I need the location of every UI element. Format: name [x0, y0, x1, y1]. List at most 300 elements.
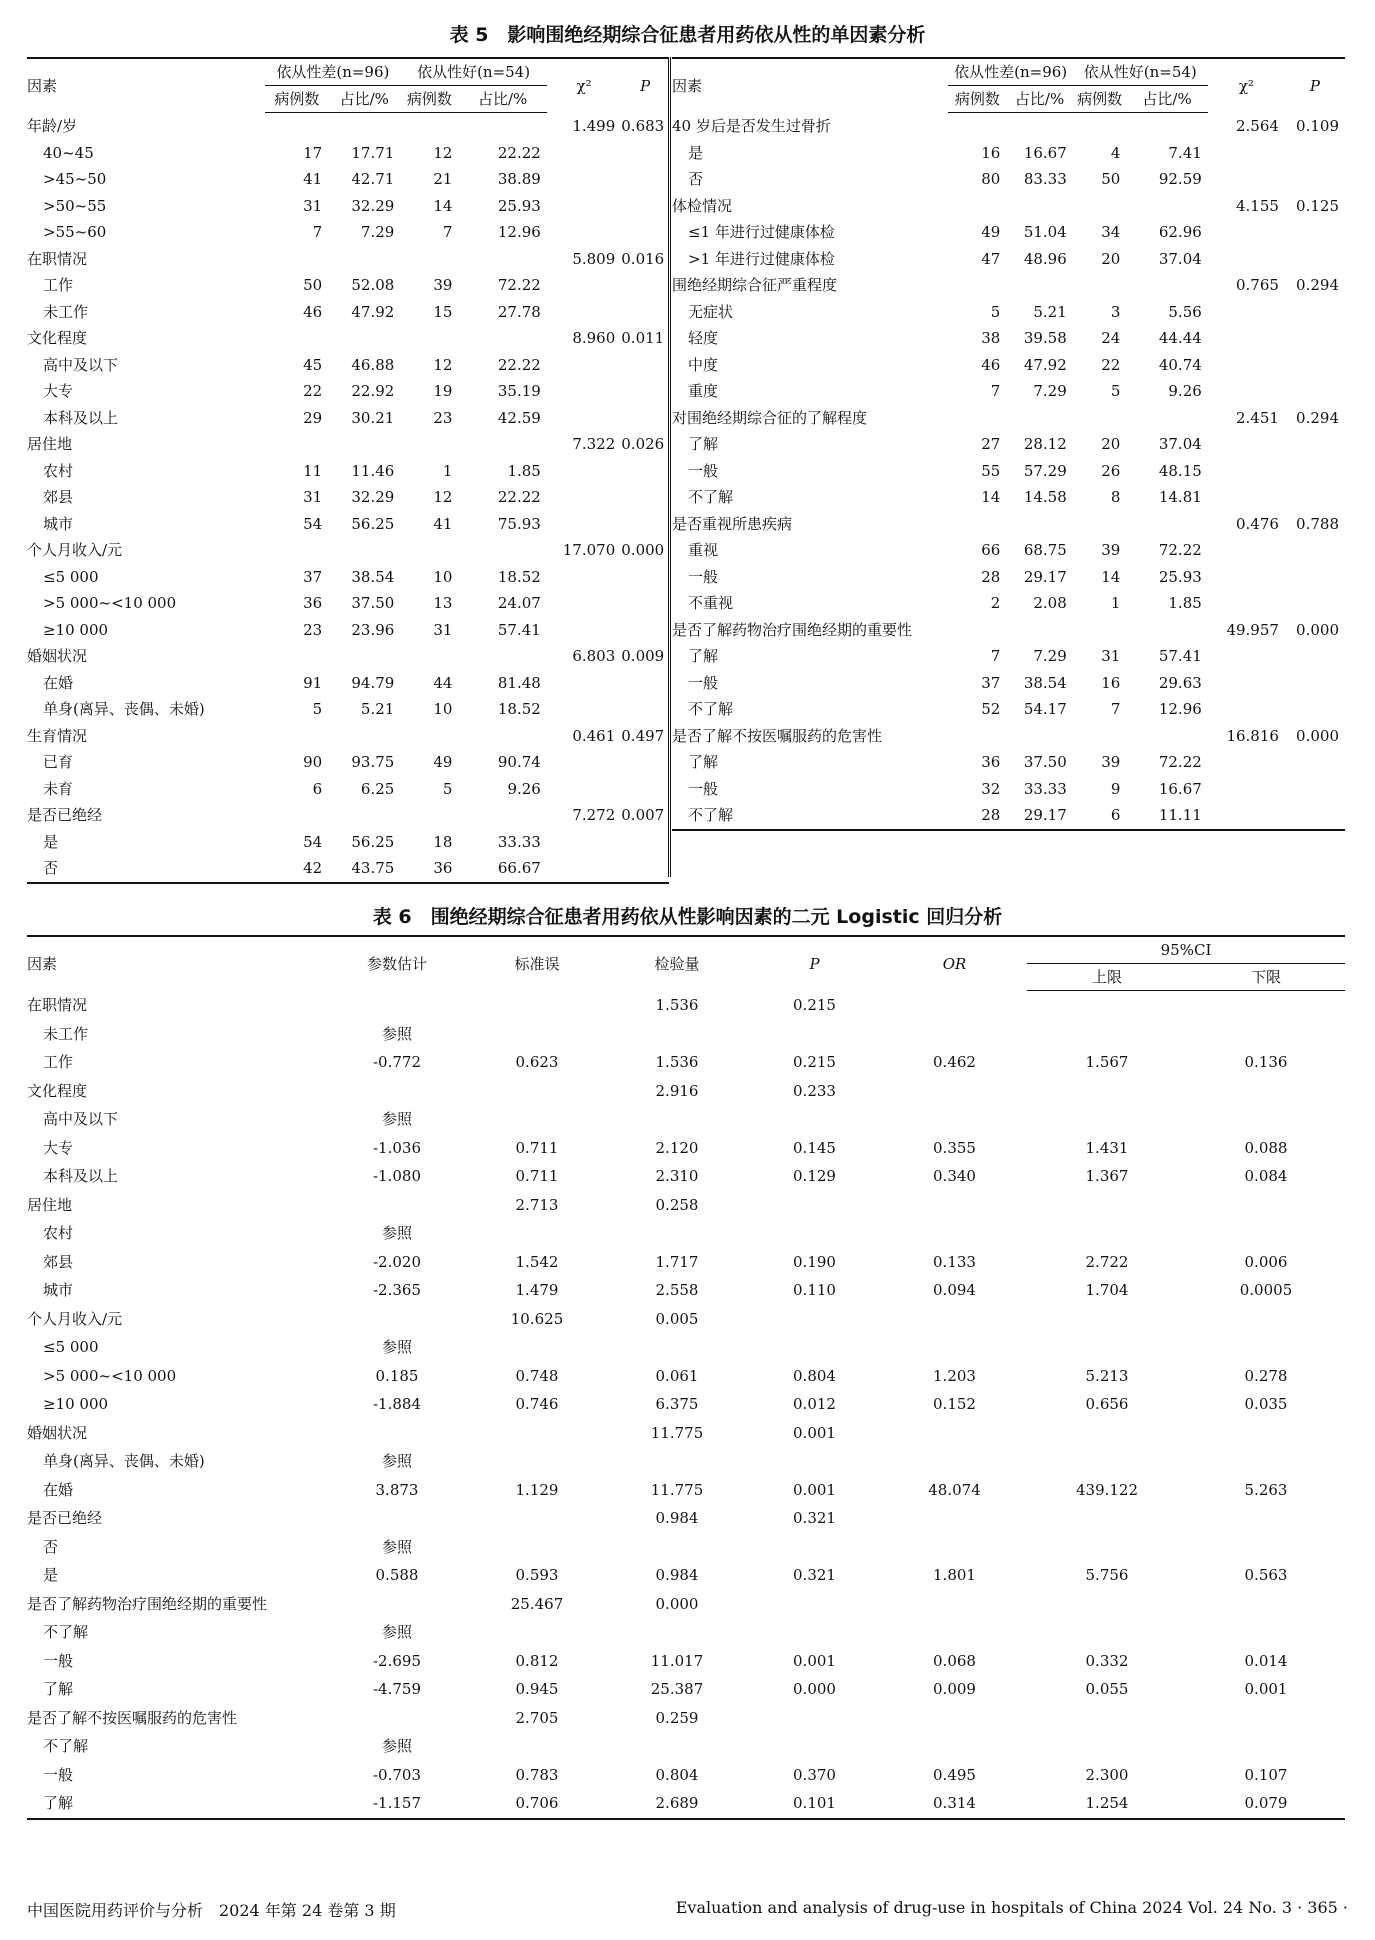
- t5r-good-cases-cell: 39: [1101, 541, 1121, 560]
- table5-divider: [668, 57, 671, 877]
- t5l-good-cases-cell: 1: [442, 461, 453, 480]
- table-row: [27, 643, 669, 670]
- t5r-good-ratio-cell: 40.74: [1158, 355, 1202, 374]
- t6-factor-cell: 是否了解不按医嘱服药的危害性: [27, 1708, 238, 1727]
- t6-se-cell: [467, 1618, 607, 1647]
- t6-lower-cell: [1187, 1732, 1345, 1761]
- t5r-head-p: P: [1309, 76, 1321, 95]
- t6-p-cell: 0.000: [793, 1680, 836, 1699]
- t5r-head-chi: χ²: [1238, 76, 1254, 95]
- t5r-good-ratio-cell: 5.56: [1168, 302, 1202, 321]
- t5l-poor-ratio-cell: [328, 802, 400, 829]
- t6-factor-cell: >5 000~<10 000: [43, 1366, 177, 1385]
- t5l-chi-cell: [547, 193, 621, 220]
- t5r-poor-ratio-cell: 57.29: [1023, 461, 1067, 480]
- t5l-poor-cases-cell: 54: [303, 832, 323, 851]
- t6-upper-cell: [1027, 1077, 1187, 1106]
- t6-or-cell: [882, 1704, 1027, 1733]
- t5r-good-ratio-cell: 25.93: [1158, 567, 1202, 586]
- t5r-chi-cell: 2.564: [1236, 117, 1279, 135]
- t6-or-cell: [882, 1618, 1027, 1647]
- t5r-chi-cell: [1208, 590, 1285, 617]
- t5r-good-cases-cell: 24: [1101, 329, 1121, 348]
- t6-or-cell: [882, 1447, 1027, 1476]
- t5l-chi-cell: [547, 458, 621, 485]
- t6-se-cell: 0.711: [515, 1138, 559, 1157]
- t6-head-or: OR: [942, 954, 967, 973]
- t5l-chi-cell: 6.803: [572, 647, 616, 666]
- t5r-factor-cell: 了解: [688, 647, 719, 666]
- t6-se-cell: 2.705: [515, 1708, 559, 1727]
- t6-factor-cell: 不了解: [43, 1737, 89, 1756]
- t6-b-cell: -1.884: [372, 1395, 421, 1414]
- t5r-good-cases-cell: 1: [1110, 594, 1121, 613]
- t5r-p-cell: [1285, 749, 1345, 776]
- t5r-head-cases1: 病例数: [948, 86, 1006, 113]
- table-row: [27, 855, 669, 883]
- t6-stat-cell: 0.005: [655, 1309, 699, 1328]
- t6-head-stat: 检验量: [654, 954, 700, 973]
- t5r-good-cases-cell: [1073, 405, 1127, 432]
- t5r-poor-ratio-cell: 47.92: [1023, 355, 1067, 374]
- t5r-head-cases2: 病例数: [1073, 86, 1127, 113]
- t6-or-cell: [882, 1533, 1027, 1562]
- t5r-chi-cell: [1208, 140, 1285, 167]
- t5r-poor-cases-cell: [948, 113, 1006, 140]
- table-row: [27, 325, 669, 352]
- t5l-good-ratio-cell: 38.89: [497, 170, 541, 189]
- t5l-chi-cell: [547, 140, 621, 167]
- t6-stat-cell: 2.558: [655, 1281, 699, 1300]
- t5r-p-cell: 0.294: [1296, 276, 1339, 295]
- t6-lower-cell: 0.079: [1244, 1794, 1288, 1813]
- t5l-p-cell: [621, 272, 669, 299]
- t5l-poor-cases-cell: 46: [303, 302, 323, 321]
- t5l-chi-cell: [547, 564, 621, 591]
- table-row: [672, 378, 1345, 405]
- t6-b-cell: 3.873: [375, 1480, 419, 1499]
- table-row: [27, 352, 669, 379]
- t5r-good-cases-cell: 20: [1101, 249, 1121, 268]
- table-row: [672, 511, 1345, 538]
- t5l-poor-ratio-cell: 30.21: [351, 408, 395, 427]
- t5l-poor-cases-cell: 37: [303, 567, 323, 586]
- t6-p-cell: 0.001: [793, 1423, 836, 1442]
- t5l-poor-cases-cell: 6: [312, 779, 323, 798]
- t5l-chi-cell: [547, 352, 621, 379]
- t5l-good-ratio-cell: 27.78: [497, 302, 541, 321]
- table5-left: [27, 57, 669, 884]
- t6-se-cell: [467, 1533, 607, 1562]
- t5r-poor-cases-cell: 27: [981, 435, 1001, 454]
- t6-stat-cell: [607, 1219, 747, 1248]
- t5r-p-cell: [1285, 670, 1345, 697]
- t6-upper-cell: [1027, 1305, 1187, 1334]
- t6-se-cell: 0.623: [515, 1053, 559, 1072]
- t6-se-cell: [467, 1732, 607, 1761]
- t6-factor-cell: 婚姻状况: [27, 1423, 88, 1442]
- t5l-poor-ratio-cell: 22.92: [351, 382, 395, 401]
- t5l-chi-cell: [547, 617, 621, 644]
- t5r-chi-cell: 0.765: [1236, 276, 1279, 295]
- t5l-factor-cell: 个人月收入/元: [27, 541, 123, 560]
- t5r-p-cell: [1285, 140, 1345, 167]
- t5l-good-ratio-cell: 33.33: [497, 832, 541, 851]
- t6-head-ci: 95%CI: [1027, 936, 1345, 964]
- t5l-good-cases-cell: 18: [433, 832, 453, 851]
- footer-journal-en: Evaluation and analysis of drug-use in hospitals of China 2024 Vol. 24 No. 3 · 365 ·: [675, 1898, 1348, 1917]
- t6-p-cell: [747, 1447, 882, 1476]
- table-row: [27, 1020, 1345, 1049]
- t6-p-cell: [747, 1732, 882, 1761]
- t5l-good-ratio-cell: [458, 246, 546, 273]
- t6-upper-cell: [1027, 1219, 1187, 1248]
- t6-upper-cell: 1.704: [1085, 1281, 1129, 1300]
- t5r-poor-cases-cell: 16: [981, 143, 1001, 162]
- t5r-good-cases-cell: 39: [1101, 753, 1121, 772]
- t5l-poor-ratio-cell: 11.46: [351, 461, 395, 480]
- t5l-chi-cell: 7.272: [572, 806, 616, 825]
- t5r-good-ratio-cell: [1126, 272, 1207, 299]
- t5r-p-cell: [1285, 166, 1345, 193]
- t6-b-cell: [327, 1191, 467, 1220]
- t6-or-cell: [882, 991, 1027, 1020]
- table-row: [27, 564, 669, 591]
- t5l-p-cell: 0.009: [621, 647, 665, 666]
- t6-or-cell: 0.068: [933, 1651, 976, 1670]
- t5r-poor-ratio-cell: 14.58: [1023, 488, 1067, 507]
- t6-upper-cell: [1027, 1020, 1187, 1049]
- t6-b-cell: -0.703: [372, 1765, 421, 1784]
- t5l-good-ratio-cell: 66.67: [497, 859, 541, 878]
- table-row: [672, 643, 1345, 670]
- t5l-p-cell: [621, 405, 669, 432]
- t5r-poor-cases-cell: 37: [981, 673, 1001, 692]
- t6-upper-cell: 5.213: [1085, 1366, 1129, 1385]
- table-row: [27, 1191, 1345, 1220]
- table-row: [672, 325, 1345, 352]
- t5l-chi-cell: 1.499: [572, 117, 616, 135]
- t6-factor-cell: 文化程度: [27, 1081, 88, 1100]
- t6-p-cell: 0.804: [793, 1366, 836, 1385]
- t5l-good-cases-cell: [400, 643, 458, 670]
- t6-factor-cell: 大专: [43, 1138, 74, 1157]
- t5l-poor-ratio-cell: 5.21: [360, 700, 395, 719]
- t5r-chi-cell: [1208, 484, 1285, 511]
- t5l-factor-cell: >55~60: [43, 223, 107, 242]
- t5r-factor-cell: 重视: [688, 541, 719, 560]
- t5r-p-cell: [1285, 643, 1345, 670]
- t6-lower-cell: 0.107: [1244, 1765, 1288, 1784]
- t5l-factor-cell: 婚姻状况: [27, 647, 88, 666]
- t5l-factor-cell: 生育情况: [27, 726, 88, 745]
- t5l-poor-ratio-cell: [328, 643, 400, 670]
- t6-se-cell: 2.713: [515, 1195, 559, 1214]
- t5l-p-cell: 0.011: [621, 329, 665, 348]
- t5l-good-cases-cell: [400, 431, 458, 458]
- t5l-good-cases-cell: 10: [433, 567, 453, 586]
- t5l-factor-cell: 40~45: [43, 143, 94, 162]
- t5r-good-ratio-cell: 16.67: [1158, 779, 1202, 798]
- t6-head-lower: 下限: [1187, 964, 1345, 991]
- t5l-p-cell: [621, 776, 669, 803]
- t5l-chi-cell: [547, 219, 621, 246]
- t6-lower-cell: 0.0005: [1239, 1281, 1293, 1300]
- t5l-chi-cell: [547, 166, 621, 193]
- t5l-good-ratio-cell: [458, 537, 546, 564]
- table-row: [27, 1333, 1345, 1362]
- t5l-good-ratio-cell: 42.59: [497, 408, 541, 427]
- t6-p-cell: 0.321: [793, 1566, 836, 1585]
- t6-b-cell: -2.365: [372, 1281, 421, 1300]
- t5r-poor-cases-cell: [948, 272, 1006, 299]
- t5l-good-cases-cell: 14: [433, 196, 453, 215]
- t5r-poor-ratio-cell: [1006, 511, 1072, 538]
- t6-b-cell: 参照: [381, 1024, 412, 1043]
- t5r-chi-cell: 4.155: [1236, 196, 1279, 215]
- t5r-chi-cell: 2.451: [1236, 408, 1279, 427]
- t6-b-cell: 参照: [381, 1537, 412, 1556]
- t5r-poor-ratio-cell: 28.12: [1023, 435, 1067, 454]
- table-row: [27, 219, 669, 246]
- t6-stat-cell: 0.984: [655, 1566, 699, 1585]
- t5l-good-ratio-cell: 9.26: [507, 779, 541, 798]
- t5l-head-factor: 因素: [27, 76, 58, 95]
- t5l-good-cases-cell: 41: [433, 514, 453, 533]
- t5l-head-cases2: 病例数: [400, 86, 458, 113]
- table-row: [672, 617, 1345, 644]
- t5r-chi-cell: [1208, 219, 1285, 246]
- t6-factor-cell: 高中及以下: [43, 1110, 119, 1129]
- t5l-factor-cell: 年龄/岁: [27, 117, 78, 135]
- t5l-poor-ratio-cell: 93.75: [351, 753, 395, 772]
- t5r-p-cell: 0.109: [1296, 117, 1339, 135]
- t5l-poor-ratio-cell: [328, 431, 400, 458]
- t5r-chi-cell: [1208, 378, 1285, 405]
- t6-stat-cell: [607, 1447, 747, 1476]
- t6-stat-cell: 2.310: [655, 1167, 699, 1186]
- t5l-poor-ratio-cell: 46.88: [351, 355, 395, 374]
- t6-lower-cell: [1187, 1105, 1345, 1134]
- t5r-poor-cases-cell: 32: [981, 779, 1001, 798]
- t6-p-cell: 0.001: [793, 1480, 836, 1499]
- t6-or-cell: [882, 1105, 1027, 1134]
- t6-or-cell: 0.094: [933, 1281, 976, 1300]
- t5l-p-cell: [621, 140, 669, 167]
- t5r-poor-ratio-cell: 33.33: [1023, 779, 1067, 798]
- t5r-factor-cell: 重度: [688, 382, 719, 401]
- t6-lower-cell: [1187, 1333, 1345, 1362]
- t5r-good-cases-cell: 50: [1101, 170, 1121, 189]
- t6-lower-cell: [1187, 1504, 1345, 1533]
- t6-or-cell: 0.462: [933, 1053, 976, 1072]
- t5r-poor-ratio-cell: 29.17: [1023, 567, 1067, 586]
- t5l-chi-cell: 8.960: [572, 329, 616, 348]
- t6-b-cell: [327, 1590, 467, 1619]
- t5l-p-cell: [621, 511, 669, 538]
- t6-lower-cell: 0.084: [1244, 1167, 1288, 1186]
- t5r-good-ratio-cell: [1126, 723, 1207, 750]
- t6-factor-cell: 城市: [43, 1281, 74, 1300]
- t5l-poor-ratio-cell: 42.71: [351, 170, 395, 189]
- t5r-p-cell: [1285, 431, 1345, 458]
- t5l-poor-ratio-cell: 56.25: [351, 514, 395, 533]
- t6-stat-cell: 2.689: [655, 1794, 699, 1813]
- t6-stat-cell: [607, 1732, 747, 1761]
- t6-factor-cell: 否: [43, 1537, 59, 1556]
- t6-or-cell: [882, 1333, 1027, 1362]
- t6-p-cell: [747, 1533, 882, 1562]
- t5l-poor-ratio-cell: 32.29: [351, 196, 395, 215]
- t6-se-cell: 1.479: [515, 1281, 559, 1300]
- t5l-p-cell: 0.000: [621, 541, 665, 560]
- t5l-chi-cell: [547, 670, 621, 697]
- t6-upper-cell: [1027, 1419, 1187, 1448]
- table-row: [27, 537, 669, 564]
- t5l-chi-cell: [547, 272, 621, 299]
- t5r-good-ratio-cell: 11.11: [1158, 806, 1202, 825]
- t6-upper-cell: 0.656: [1085, 1395, 1129, 1414]
- t5l-poor-ratio-cell: 52.08: [351, 276, 395, 295]
- t5l-factor-cell: 居住地: [27, 435, 73, 454]
- t6-se-cell: 10.625: [510, 1309, 564, 1328]
- t5l-poor-ratio-cell: [328, 537, 400, 564]
- table-row: [672, 299, 1345, 326]
- table-row: [27, 511, 669, 538]
- t5r-poor-ratio-cell: 37.50: [1023, 753, 1067, 772]
- t5l-p-cell: [621, 590, 669, 617]
- t6-stat-cell: 0.984: [655, 1509, 699, 1528]
- t5r-good-cases-cell: 16: [1101, 673, 1121, 692]
- t5r-poor-ratio-cell: [1006, 723, 1072, 750]
- t6-upper-cell: [1027, 1590, 1187, 1619]
- t5l-factor-cell: ≥10 000: [43, 620, 109, 639]
- t5r-factor-cell: 无症状: [688, 302, 734, 321]
- t5r-good-cases-cell: 9: [1110, 779, 1121, 798]
- t6-or-cell: 0.133: [933, 1252, 976, 1271]
- t5r-good-ratio-cell: [1126, 511, 1207, 538]
- t5l-good-ratio-cell: [458, 113, 546, 140]
- t6-se-cell: 0.706: [515, 1794, 559, 1813]
- t5r-good-cases-cell: [1073, 113, 1127, 140]
- t5r-factor-cell: 了解: [688, 435, 719, 454]
- t5r-factor-cell: 一般: [688, 567, 719, 586]
- t5l-good-cases-cell: [400, 723, 458, 750]
- t6-b-cell: -2.020: [372, 1252, 421, 1271]
- t5l-head-ratio1: 占比/%: [328, 86, 400, 113]
- t5r-poor-ratio-cell: 38.54: [1023, 673, 1067, 692]
- t5l-good-cases-cell: 10: [433, 700, 453, 719]
- t5l-p-cell: [621, 299, 669, 326]
- footer-journal-cn: 中国医院用药评价与分析 2024 年第 24 卷第 3 期: [27, 1901, 396, 1920]
- t5l-factor-cell: 否: [43, 859, 59, 878]
- t6-p-cell: [747, 1704, 882, 1733]
- t6-p-cell: 0.012: [793, 1395, 836, 1414]
- t6-or-cell: 1.203: [933, 1366, 976, 1385]
- t5r-p-cell: [1285, 246, 1345, 273]
- t5r-good-ratio-cell: 1.85: [1168, 594, 1202, 613]
- t6-lower-cell: [1187, 1419, 1345, 1448]
- t6-stat-cell: [607, 1533, 747, 1562]
- t6-b-cell: [327, 1704, 467, 1733]
- t5l-chi-cell: [547, 776, 621, 803]
- t6-upper-cell: 0.055: [1085, 1680, 1129, 1699]
- t5r-chi-cell: [1208, 299, 1285, 326]
- t5r-factor-cell: 是否了解药物治疗围绝经期的重要性: [672, 620, 913, 639]
- t5r-good-ratio-cell: 37.04: [1158, 435, 1202, 454]
- t6-head-se: 标准误: [514, 954, 560, 973]
- t5r-p-cell: [1285, 537, 1345, 564]
- t5r-poor-cases-cell: 36: [981, 753, 1001, 772]
- t6-b-cell: -2.695: [372, 1651, 421, 1670]
- t5l-good-ratio-cell: 22.22: [497, 355, 541, 374]
- table-row: [672, 670, 1345, 697]
- t5r-good-cases-cell: [1073, 272, 1127, 299]
- table-row: [27, 166, 669, 193]
- table-row: [27, 829, 669, 856]
- t5r-poor-ratio-cell: 5.21: [1033, 302, 1067, 321]
- t6-upper-cell: 0.332: [1085, 1651, 1129, 1670]
- table-row: [27, 140, 669, 167]
- t6-head-factor: 因素: [27, 954, 58, 973]
- t5r-chi-cell: [1208, 352, 1285, 379]
- t5r-factor-cell: 是否重视所患疾病: [672, 514, 793, 533]
- table-row: [27, 1419, 1345, 1448]
- t5r-good-cases-cell: 8: [1110, 488, 1121, 507]
- t5r-p-cell: [1285, 352, 1345, 379]
- t5l-good-cases-cell: 21: [433, 170, 453, 189]
- t5l-poor-cases-cell: 36: [303, 594, 323, 613]
- t6-upper-cell: [1027, 991, 1187, 1020]
- t5r-poor-ratio-cell: [1006, 113, 1072, 140]
- t6-lower-cell: [1187, 1704, 1345, 1733]
- t5l-p-cell: [621, 855, 669, 883]
- t5l-p-cell: 0.497: [621, 726, 665, 745]
- table-row: [672, 193, 1345, 220]
- t5r-good-cases-cell: 4: [1110, 143, 1121, 162]
- t5r-good-ratio-cell: 37.04: [1158, 249, 1202, 268]
- t6-upper-cell: 5.756: [1085, 1566, 1129, 1585]
- t6-b-cell: 参照: [381, 1338, 412, 1357]
- t6-factor-cell: 单身(离异、丧偶、未婚): [43, 1452, 205, 1471]
- t6-factor-cell: ≥10 000: [43, 1395, 109, 1414]
- t6-lower-cell: 5.263: [1244, 1480, 1288, 1499]
- t5r-poor-ratio-cell: [1006, 193, 1072, 220]
- t6-upper-cell: 1.567: [1085, 1053, 1129, 1072]
- t5l-good-cases-cell: 19: [433, 382, 453, 401]
- t5l-chi-cell: [547, 696, 621, 723]
- t5r-chi-cell: [1208, 564, 1285, 591]
- table-row: [27, 590, 669, 617]
- t6-lower-cell: [1187, 1219, 1345, 1248]
- t5r-good-cases-cell: 31: [1101, 647, 1121, 666]
- t5r-p-cell: [1285, 802, 1345, 830]
- t6-lower-cell: [1187, 1590, 1345, 1619]
- t5l-good-ratio-cell: 25.93: [497, 196, 541, 215]
- t6-or-cell: [882, 1191, 1027, 1220]
- t5l-head-p: P: [640, 76, 651, 95]
- t5l-poor-ratio-cell: 7.29: [360, 223, 395, 242]
- t5r-good-cases-cell: [1073, 723, 1127, 750]
- t5l-factor-cell: 城市: [43, 514, 74, 533]
- t5r-poor-ratio-cell: 29.17: [1023, 806, 1067, 825]
- t6-b-cell: [327, 991, 467, 1020]
- t6-or-cell: 0.009: [933, 1680, 976, 1699]
- t6-stat-cell: 2.120: [655, 1138, 699, 1157]
- table-row: [27, 1248, 1345, 1277]
- table-row: [27, 1447, 1345, 1476]
- t6-factor-cell: 是否了解药物治疗围绝经期的重要性: [27, 1594, 268, 1613]
